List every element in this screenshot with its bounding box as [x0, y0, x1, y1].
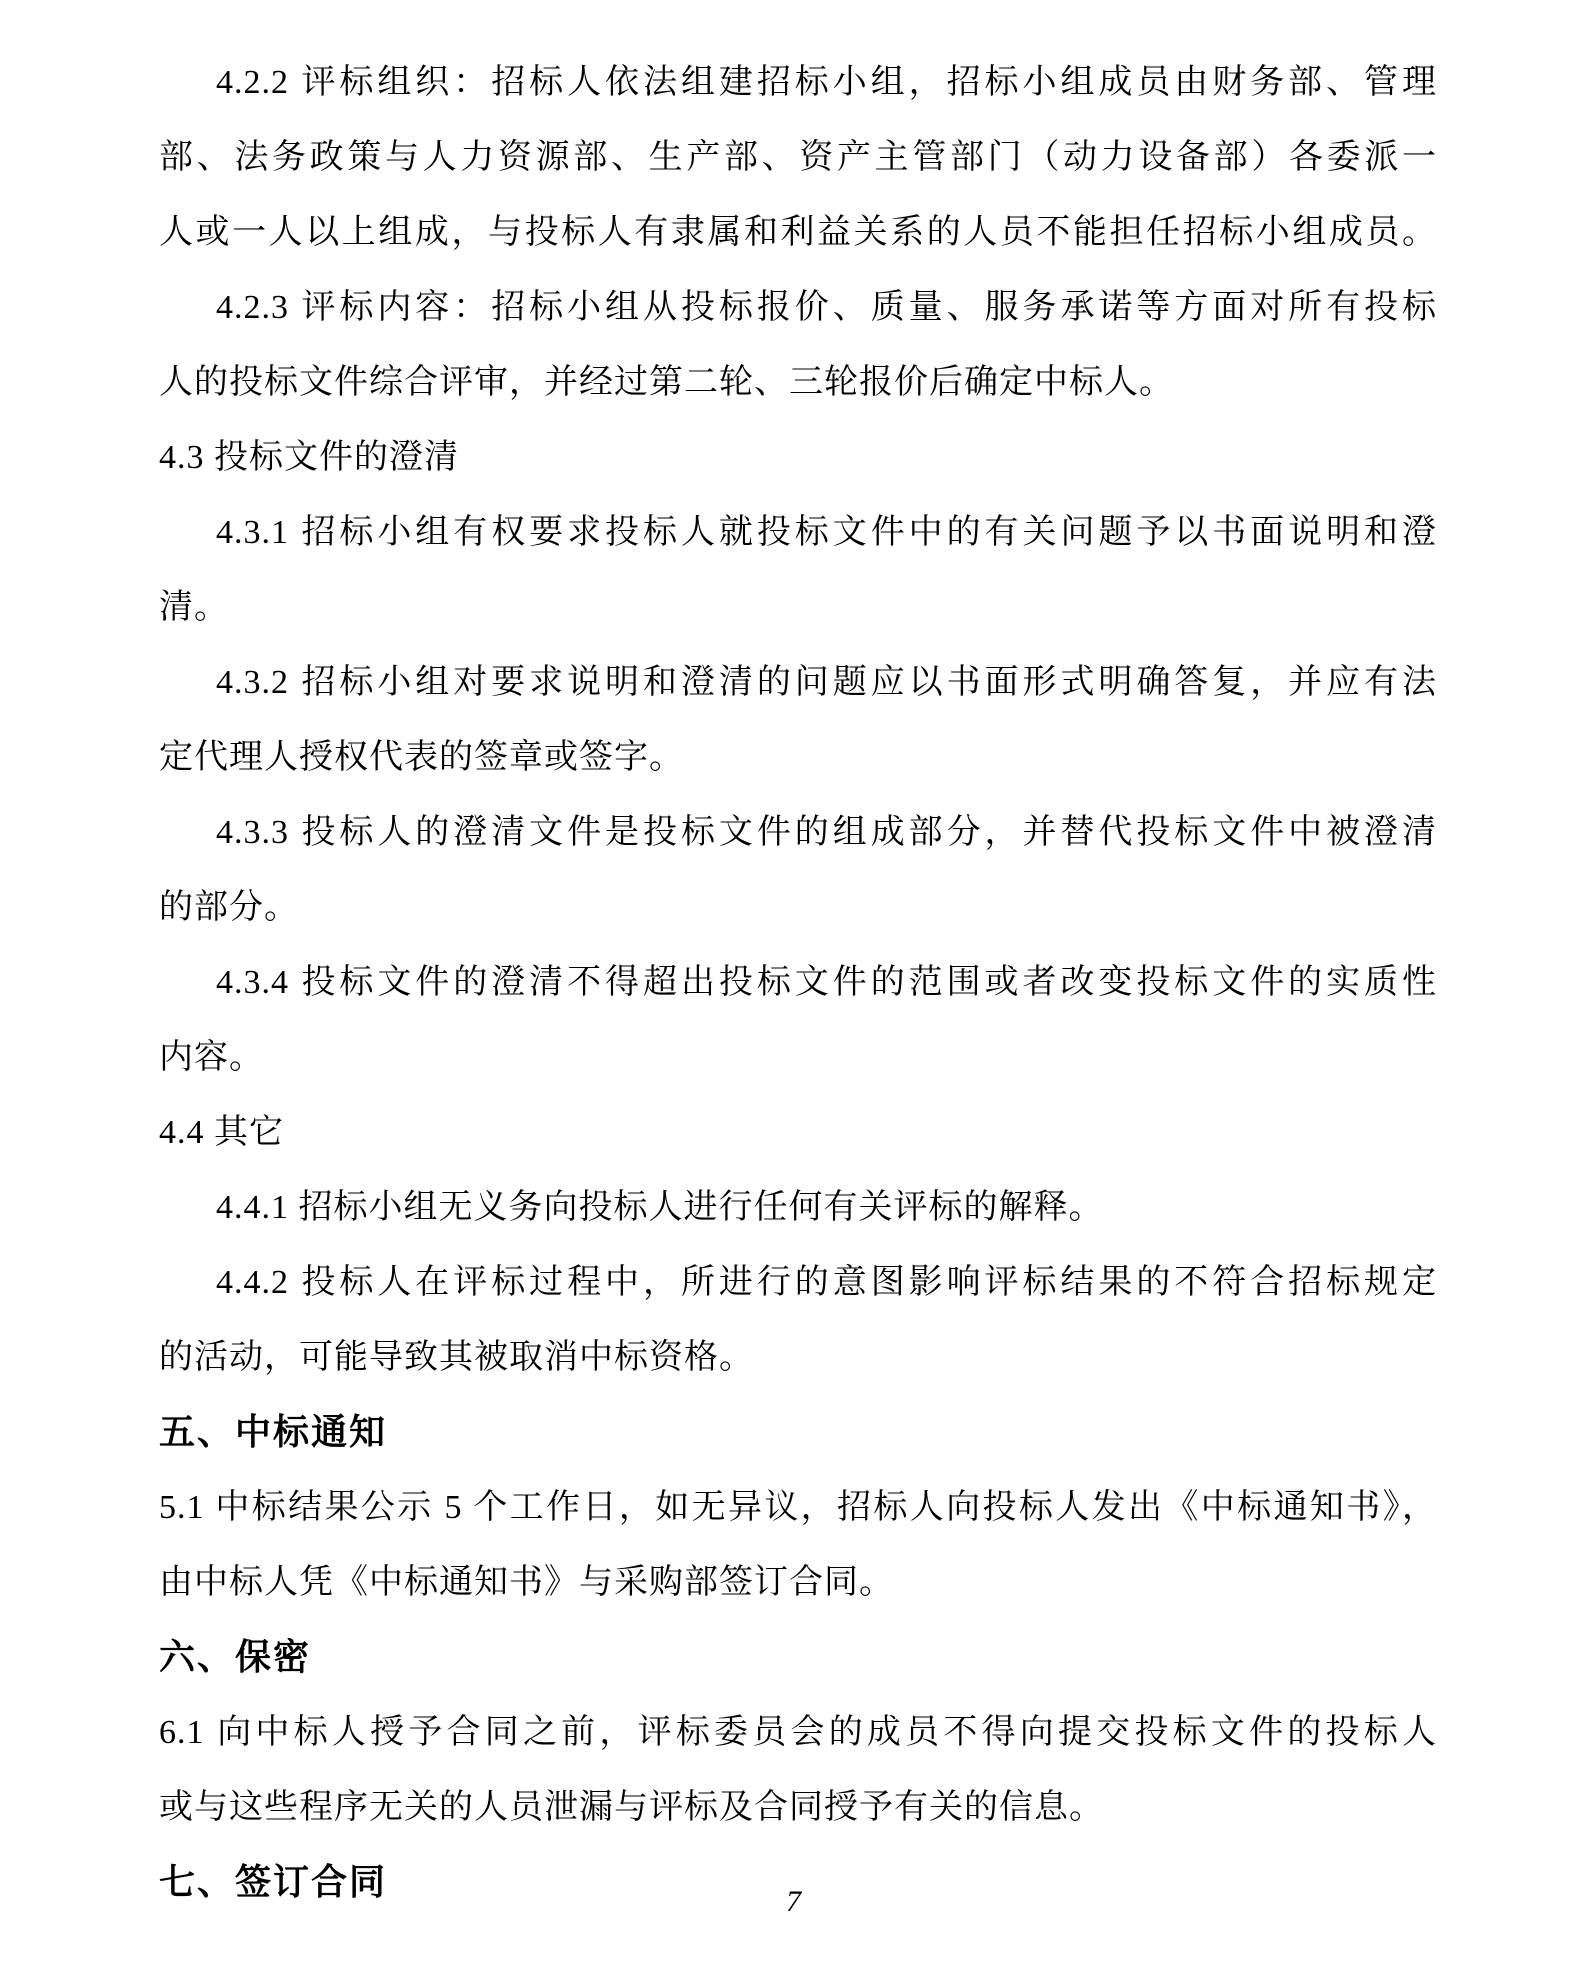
- section-heading-7-contract-signing: 七、签订合同: [159, 1862, 388, 1902]
- doc-line-clause-4-4-2: 4.4.2 投标人在评标过程中，所进行的意图影响评标结果的不符合招标规定: [216, 1264, 1437, 1301]
- subsection-heading-4-4: 4.4 其它: [159, 1114, 284, 1151]
- doc-line: 由中标人凭《中标通知书》与采购部签订合同。: [159, 1564, 894, 1601]
- doc-line: 部、法务政策与人力资源部、生产部、资产主管部门（动力设备部）各委派一: [159, 139, 1437, 176]
- doc-line-clause-4-2-3: 4.2.3 评标内容：招标小组从投标报价、质量、服务承诺等方面对所有投标: [216, 289, 1437, 326]
- page-number: 7: [786, 1885, 801, 1918]
- doc-line-clause-4-3-1: 4.3.1 招标小组有权要求投标人就投标文件中的有关问题予以书面说明和澄: [216, 514, 1437, 551]
- doc-line: 人的投标文件综合评审，并经过第二轮、三轮报价后确定中标人。: [159, 364, 1174, 401]
- doc-line: 内容。: [159, 1039, 264, 1076]
- document-body: [159, 45, 1437, 1920]
- doc-line-clause-4-3-3: 4.3.3 投标人的澄清文件是投标文件的组成部分，并替代投标文件中被澄清: [216, 814, 1437, 851]
- doc-line-clause-4-3-2: 4.3.2 招标小组对要求说明和澄清的问题应以书面形式明确答复，并应有法: [216, 664, 1437, 701]
- doc-line-clause-5-1: 5.1 中标结果公示 5 个工作日，如无异议，招标人向投标人发出《中标通知书》，: [159, 1489, 1437, 1526]
- doc-line: 清。: [159, 589, 229, 626]
- doc-line-clause-4-3-4: 4.3.4 投标文件的澄清不得超出投标文件的范围或者改变投标文件的实质性: [216, 964, 1437, 1001]
- doc-line: 人或一人以上组成，与投标人有隶属和利益关系的人员不能担任招标小组成员。: [159, 214, 1437, 251]
- section-heading-5-award-notice: 五、中标通知: [159, 1412, 388, 1452]
- doc-line: 或与这些程序无关的人员泄漏与评标及合同授予有关的信息。: [159, 1789, 1104, 1826]
- doc-line-clause-4-4-1: 4.4.1 招标小组无义务向投标人进行任何有关评标的解释。: [216, 1189, 1104, 1226]
- doc-line: 的部分。: [159, 889, 299, 926]
- subsection-heading-4-3: 4.3 投标文件的澄清: [159, 439, 459, 476]
- section-heading-6-confidentiality: 六、保密: [159, 1637, 312, 1677]
- doc-line-clause-4-2-2: 4.2.2 评标组织：招标人依法组建招标小组，招标小组成员由财务部、管理: [216, 64, 1437, 101]
- doc-line-clause-6-1: 6.1 向中标人授予合同之前，评标委员会的成员不得向提交投标文件的投标人: [159, 1714, 1437, 1751]
- doc-line: 的活动，可能导致其被取消中标资格。: [159, 1339, 754, 1376]
- doc-line: 定代理人授权代表的签章或签字。: [159, 739, 684, 776]
